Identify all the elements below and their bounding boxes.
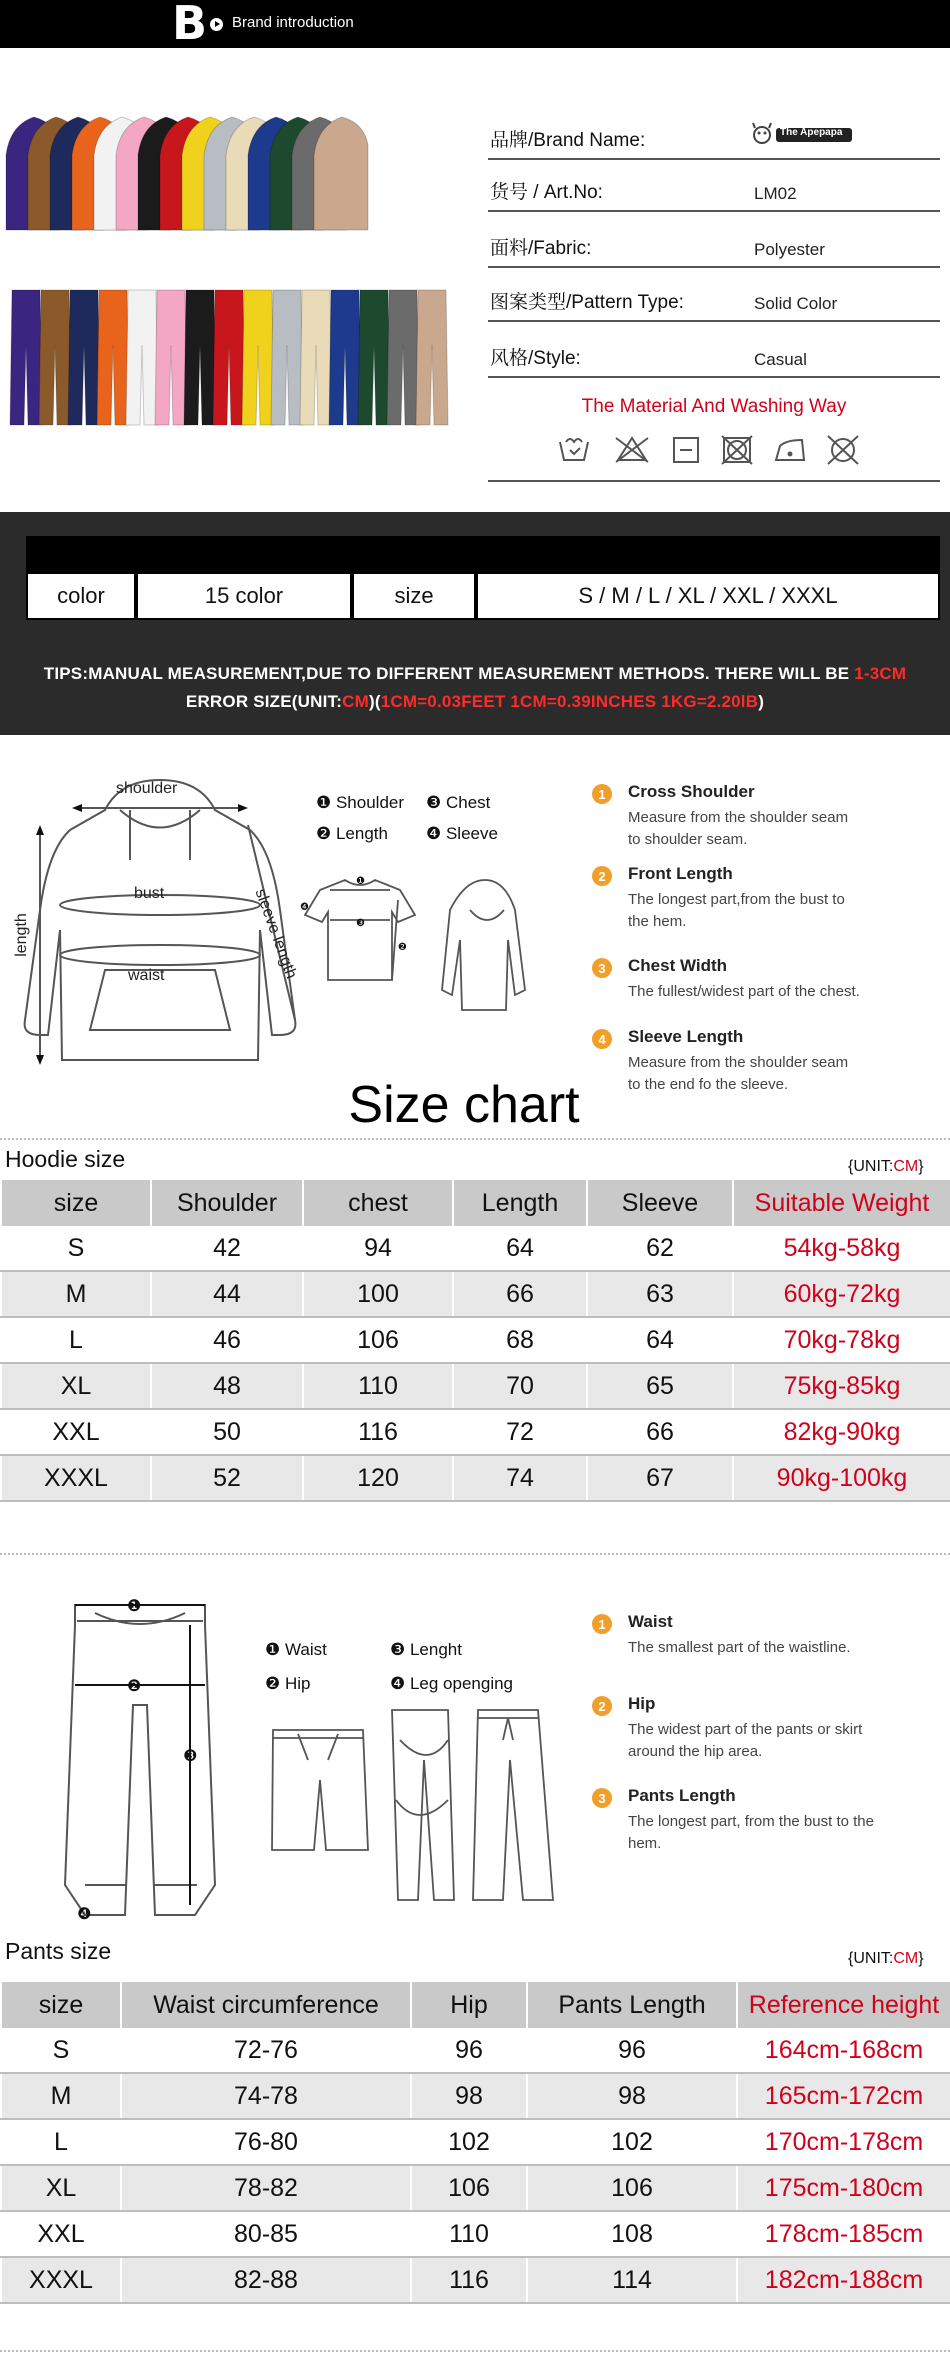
pants-swatch [329,290,361,425]
pants-legend-leg-opening: ❹ Leg openging [390,1674,514,1693]
pants-measure-diagram [55,1585,225,1925]
product-colors-image [0,105,470,435]
table-cell: 65 [587,1363,733,1409]
table-cell: 70 [453,1363,587,1409]
svg-text:❷: ❷ [127,1676,142,1695]
table-row [1,2028,950,2073]
table-cell: M [1,1271,151,1317]
table-cell: 110 [411,2211,527,2257]
table-cell: 75kg-85kg [733,1363,950,1409]
pants-legend-length: ❸ Lenght [390,1640,462,1659]
item-text: the hem. [628,913,687,930]
legend-length: ❷ Length [316,824,388,843]
style-label: 风格/Style: [490,348,581,369]
svg-text:❹: ❹ [77,1904,92,1923]
pants-unit [848,1950,924,1968]
item-title: Cross Shoulder [628,782,755,801]
item-text: The smallest part of the waistline. [628,1639,851,1656]
header-bar [0,0,950,48]
svg-text:❷: ❷ [398,942,407,953]
size-chart-title: Size chart [348,1076,580,1134]
item-text: to the end fo the sleeve. [628,1076,789,1093]
table-cell: 48 [151,1363,303,1409]
table-header-row [1,1982,950,2028]
pants-swatch [155,290,187,425]
table-cell: 164cm-168cm [737,2028,950,2073]
number-badge: 3 [592,958,612,978]
svg-text:❸: ❸ [183,1746,198,1765]
brand-letter-logo: B [172,0,208,50]
divider [0,2350,950,2352]
table-row [1,2073,950,2119]
pants-swatch [300,290,332,425]
table-row [1,1363,950,1409]
artno-value: LM02 [754,184,797,203]
divider [0,1138,950,1140]
unit-text: {UNIT: [848,1950,894,1967]
table-cell: 42 [151,1226,303,1271]
col-size: size [1,1982,121,2028]
number-badge: 1 [592,784,612,804]
shoulder-label: shoulder [116,780,178,797]
unit-cm: CM [893,1950,919,1967]
no-bleach-icon [616,438,648,462]
col-suitable-weight: Suitable Weight [733,1180,950,1226]
col-size: size [1,1180,151,1226]
size-list-cell: S / M / L / XL / XXL / XXXL [476,572,940,620]
table-cell: 64 [453,1226,587,1271]
col-sleeve: Sleeve [587,1180,733,1226]
table-row [1,1317,950,1363]
tips-conversion: 1CM=0.03FEET 1CM=0.39INCHES 1KG=2.20lB [380,692,759,711]
pants-size-table [0,1982,950,2304]
table-row [1,2211,950,2257]
item-text: The widest part of the pants or skirt [628,1721,863,1738]
col-hip: Hip [411,1982,527,2028]
info-row-artno [488,162,940,212]
pants-legend-hip: ❷ Hip [265,1674,311,1693]
number-badge: 2 [592,1696,612,1716]
table-cell: 120 [303,1455,453,1501]
pattern-label: 图案类型/Pattern Type: [490,292,684,313]
unit-text: } [918,1158,924,1175]
table-cell: 170cm-178cm [737,2119,950,2165]
table-cell: 70kg-78kg [733,1317,950,1363]
unit-text: {UNIT: [848,1158,894,1175]
play-icon [210,18,223,31]
artno-label: 货号 / Art.No: [490,182,603,203]
table-row [1,1409,950,1455]
tips-unit: CM [342,692,369,711]
tips-error-range: 1-3CM [854,664,907,683]
pants-swatch [242,290,274,425]
table-cell: 60kg-72kg [733,1271,950,1317]
pants-swatch [213,290,245,425]
table-header-row [1,1180,950,1226]
table-cell: 102 [411,2119,527,2165]
pants-swatch [416,290,448,425]
item-text: to shoulder seam. [628,831,748,848]
table-cell: 82-88 [121,2257,411,2303]
item-text: around the hip area. [628,1743,763,1760]
col-chest: chest [303,1180,453,1226]
table-cell: 96 [411,2028,527,2073]
table-cell: 78-82 [121,2165,411,2211]
sleeve-length-label: sleeve length [251,886,300,982]
item-title: Pants Length [628,1786,736,1805]
svg-text:❶: ❶ [356,876,365,887]
table-cell: 67 [587,1455,733,1501]
table-cell: 165cm-172cm [737,2073,950,2119]
svg-text:❸: ❸ [356,918,365,929]
col-waist: Waist circumference [121,1982,411,2028]
table-cell: 64 [587,1317,733,1363]
tips-text-2: ERROR SIZE(UNIT: [185,692,343,711]
no-dry-clean-icon [828,436,858,464]
spec-band-header [26,536,940,572]
number-badge: 1 [592,1614,612,1634]
divider [488,480,940,482]
table-row [1,2257,950,2303]
pants-swatch [358,290,390,425]
table-cell: 98 [527,2073,737,2119]
tshirt-hoodie-sketch [290,870,530,1030]
hoodie-swatch [314,117,368,230]
table-cell: 94 [303,1226,453,1271]
table-cell: XXXL [1,2257,121,2303]
table-cell: 72-76 [121,2028,411,2073]
measurement-tips [20,660,930,716]
hand-wash-icon [560,439,588,460]
table-cell: L [1,1317,151,1363]
bust-label: bust [134,885,165,902]
table-cell: 100 [303,1271,453,1317]
table-cell: 175cm-180cm [737,2165,950,2211]
washing-icons [540,430,900,470]
tips-paren-close: ) [758,692,765,711]
item-text: The fullest/widest part of the chest. [628,983,860,1000]
style-value: Casual [754,350,807,369]
pants-swatch [387,290,419,425]
info-row-pattern [488,268,940,322]
hoodie-unit [848,1158,924,1176]
header-title: Brand introduction [232,14,354,31]
table-cell: 72 [453,1409,587,1455]
hoodie-size-table [0,1180,950,1502]
table-cell: 63 [587,1271,733,1317]
svg-text:❹: ❹ [300,902,309,913]
item-text: The longest part, from the bust to the [628,1813,874,1830]
item-title: Waist [628,1612,673,1631]
legend-chest: ❸ Chest [426,793,491,812]
table-cell: 96 [527,2028,737,2073]
table-cell: XL [1,1363,151,1409]
pattern-value: Solid Color [754,294,838,313]
size-label-cell: size [352,572,476,620]
col-pants-length: Pants Length [527,1982,737,2028]
pants-swatch [68,290,100,425]
table-cell: 80-85 [121,2211,411,2257]
table-cell: S [1,2028,121,2073]
item-text: Measure from the shoulder seam [628,809,849,826]
tips-paren: )( [368,692,381,711]
table-cell: 108 [527,2211,737,2257]
pants-swatch [271,290,303,425]
item-text: hem. [628,1835,662,1852]
table-cell: XXL [1,1409,151,1455]
table-cell: 116 [303,1409,453,1455]
item-text: The longest part,from the bust to [628,891,845,908]
table-cell: 44 [151,1271,303,1317]
color-count-cell: 15 color [136,572,352,620]
table-cell: 102 [527,2119,737,2165]
pants-sketches [268,1700,558,1915]
fabric-value: Polyester [754,240,825,259]
table-cell: 46 [151,1317,303,1363]
table-cell: 110 [303,1363,453,1409]
table-cell: L [1,2119,121,2165]
table-cell: M [1,2073,121,2119]
table-cell: 114 [527,2257,737,2303]
tips-text: TIPS:MANUAL MEASUREMENT,DUE TO DIFFERENT MEASUREMENT METHODS. THERE WILL BE [43,664,855,683]
table-cell: 90kg-100kg [733,1455,950,1501]
table-cell: 50 [151,1409,303,1455]
info-row-brand [488,110,940,160]
table-cell: 66 [453,1271,587,1317]
table-cell: 106 [411,2165,527,2211]
pants-legend-waist: ❶ Waist [265,1640,327,1659]
table-cell: 74 [453,1455,587,1501]
number-badge: 4 [592,1029,612,1049]
table-cell: 62 [587,1226,733,1271]
pants-swatch [184,290,216,425]
table-cell: XXL [1,2211,121,2257]
table-cell: XL [1,2165,121,2211]
table-cell: 74-78 [121,2073,411,2119]
pants-swatch [10,290,42,425]
table-cell: 66 [587,1409,733,1455]
unit-cm: CM [893,1158,919,1175]
info-row-fabric [488,214,940,268]
pants-swatch [39,290,71,425]
table-cell: 98 [411,2073,527,2119]
fabric-label: 面料/Fabric: [490,238,592,259]
info-row-style [488,322,940,378]
table-cell: 82kg-90kg [733,1409,950,1455]
table-cell: 54kg-58kg [733,1226,950,1271]
waist-label: waist [128,967,165,984]
item-title: Hip [628,1694,656,1713]
number-badge: 3 [592,1788,612,1808]
table-cell: S [1,1226,151,1271]
table-cell: 76-80 [121,2119,411,2165]
number-badge: 2 [592,866,612,886]
legend-shoulder: ❶ Shoulder [316,793,405,812]
brand-logo-text: The Apepapa [780,127,843,138]
iron-icon [776,440,804,460]
svg-text:❶: ❶ [127,1596,142,1615]
legend-sleeve: ❹ Sleeve [426,824,498,843]
pants-swatch [126,290,158,425]
item-title: Front Length [628,864,733,883]
table-cell: 52 [151,1455,303,1501]
col-length: Length [453,1180,587,1226]
pants-swatch [97,290,129,425]
table-cell: 106 [303,1317,453,1363]
col-reference-height: Reference height [737,1982,950,2028]
table-row [1,1226,950,1271]
item-title: Sleeve Length [628,1027,744,1046]
table-cell: 182cm-188cm [737,2257,950,2303]
table-row [1,1455,950,1501]
washing-title: The Material And Washing Way [581,396,847,417]
table-cell: 178cm-185cm [737,2211,950,2257]
col-shoulder: Shoulder [151,1180,303,1226]
length-label: length [12,913,30,957]
table-cell: 106 [527,2165,737,2211]
tumble-dry-icon [674,438,698,462]
table-cell: XXXL [1,1455,151,1501]
table-row [1,1271,950,1317]
table-row [1,2165,950,2211]
hoodie-size-label: Hoodie size [5,1146,126,1172]
color-size-table [26,572,940,620]
color-label-cell: color [26,572,136,620]
item-text: Measure from the shoulder seam [628,1054,849,1071]
table-cell: 68 [453,1317,587,1363]
pants-size-label: Pants size [5,1938,112,1964]
table-cell: 116 [411,2257,527,2303]
unit-text: } [918,1950,924,1967]
divider [0,1553,950,1555]
item-title: Chest Width [628,956,728,975]
table-row [1,2119,950,2165]
brand-name-label: 品牌/Brand Name: [490,130,646,151]
no-tumble-dry-icon [722,436,752,464]
